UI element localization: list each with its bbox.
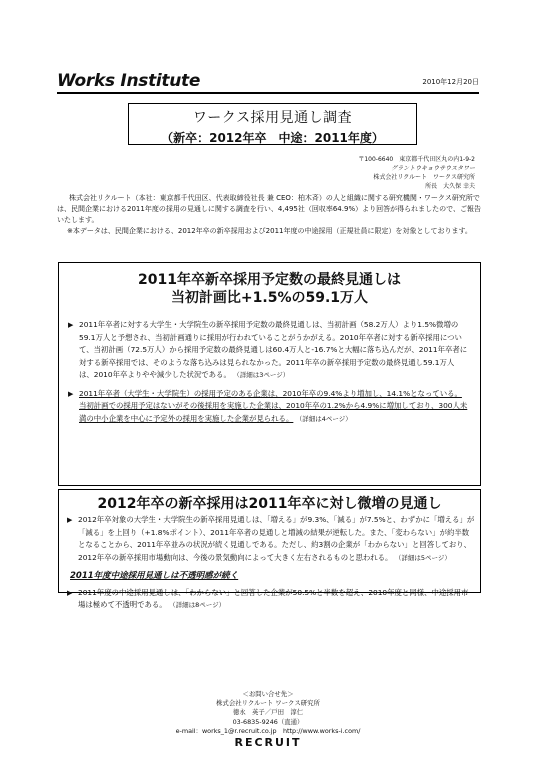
section-1-heading-line-2: 当初計画比+1.5%の59.1万人 [170,290,369,306]
section-1-box [58,262,481,486]
section-1-bullet-2: ▶ 2011年卒者（大学生・大学院生）の採用予定のある企業は、2010年卒の9.4%より増加し、14.1%となっている。当初計画での採用予定はないがその後採用を実施した企業は、2010年卒の1.2%から4.9%に増加しており、300人未満の中小企業を中心に予定外の採用を実施した企業が見られる。 （詳細は4ページ） [68,388,468,426]
recruit-logo: RECRUIT [234,736,302,749]
works-institute-logo: Works Institute [57,71,201,91]
contact-org: 株式会社リクルート ワークス研究所 [216,699,320,708]
section-2-bullet-2: ▶ 2011年度の中途採用見通しは、「わからない」と回答した企業が50.5%と半数を超え、2010年度と同様、中途採用市場は極めて不透明である。 （詳細は8ページ） [67,587,475,612]
section-1-heading-line-1: 2011年卒新卒採用予定数の最終見通しは [138,272,401,288]
detail-ref: （詳細は5ページ） [394,553,451,562]
address-line-2: グラントウキョウサウスタワー [391,165,475,172]
header-rule [57,92,479,94]
page-title: ワークス採用見通し調査 [192,110,353,126]
detail-ref: （詳細は4ページ） [295,414,352,423]
section-2-bullet-1: ▶ 2012年卒対象の大学生・大学院生の新卒採用見通しは、「増える」が9.3%、「減る」が7.5%と、わずかに「増える」が「減る」を上回り（+1.8%ポイント）、2011年卒者の見通しと増減の結果が逆転した。また、「変わらない」が約半数となることから、2011年卒並みの状況が続く見通しである。ただし、約3割の企業が「わからない」と回答しており、2012年卒の新卒採用市場動向は、今後の景気動向によって大きく左右されるものと思われる。 （詳細は5ページ） [67,514,475,564]
contact-web[interactable]: e-mail：works_1@r.recruit.co.jp http://www.works-i.com/ [175,726,361,735]
address-line-3: 株式会社リクルート ワークス研究所 [373,174,475,181]
title-box [128,103,417,145]
intro-note: ※本データは、民間企業における、2012年卒の新卒採用および2011年度の中途採用（正規社員に限定）を対象としております。 [67,227,472,235]
contact-names: 徳永 英子／戸田 淳仁 [232,708,304,717]
section-1-bullet-1: ▶ 2011年卒者に対する大学生・大学院生の新卒採用予定数の最終見通しは、当初計画（58.2万人）より1.5%微増の59.1万人と予想され、当初計画通りに採用が行われていることがうかがえる。2010年卒者に対する新卒採用について、当初計画（72.5万人）から採用予定数の最終見通しは60.4万人と-16.7%と大幅に落ち込んだが、2011年卒者に対する新卒採用では、そのような落ち込みは見られなかった。2011年卒の新卒採用予定数の最終見通し59.1万人は、2010年卒よりやや減少した状況である。 （詳細は3ページ） [68,319,468,382]
contact-block [0,690,536,736]
intro-block [57,193,487,237]
address-line-1: 〒100-6640 東京都千代田区丸の内1-9-2 [358,156,475,163]
section-2-heading: 2012年卒の新卒採用は2011年卒に対し微増の見通し [97,496,442,512]
contact-title: ＜お問い合せ先＞ [242,690,294,698]
document-date: 2010年12月20日 [422,78,479,86]
intro-paragraph: 株式会社リクルート（本社：東京都千代田区、代表取締役社長 兼 CEO：柏木斉）の人と組織に関する研究機関・ワークス研究所では、民間企業における2011年度の採用の見通しに関する調査を行い、4,495社（回収率64.9%）より回答が得られましたので、ご報告いたします。 [57,194,481,224]
detail-ref: （詳細は3ページ） [233,371,290,379]
address-line-4: 所長 大久保 幸夫 [425,183,475,190]
address-block [358,155,475,191]
detail-ref: （詳細は8ページ） [169,601,226,609]
section-2-subheading: 2011年度中途採用見通しは不透明感が続く [70,571,239,581]
page-subtitle: （新卒：2012年卒 中途：2011年度） [161,131,384,145]
contact-phone: 03-6835-9246（直通） [232,717,304,726]
